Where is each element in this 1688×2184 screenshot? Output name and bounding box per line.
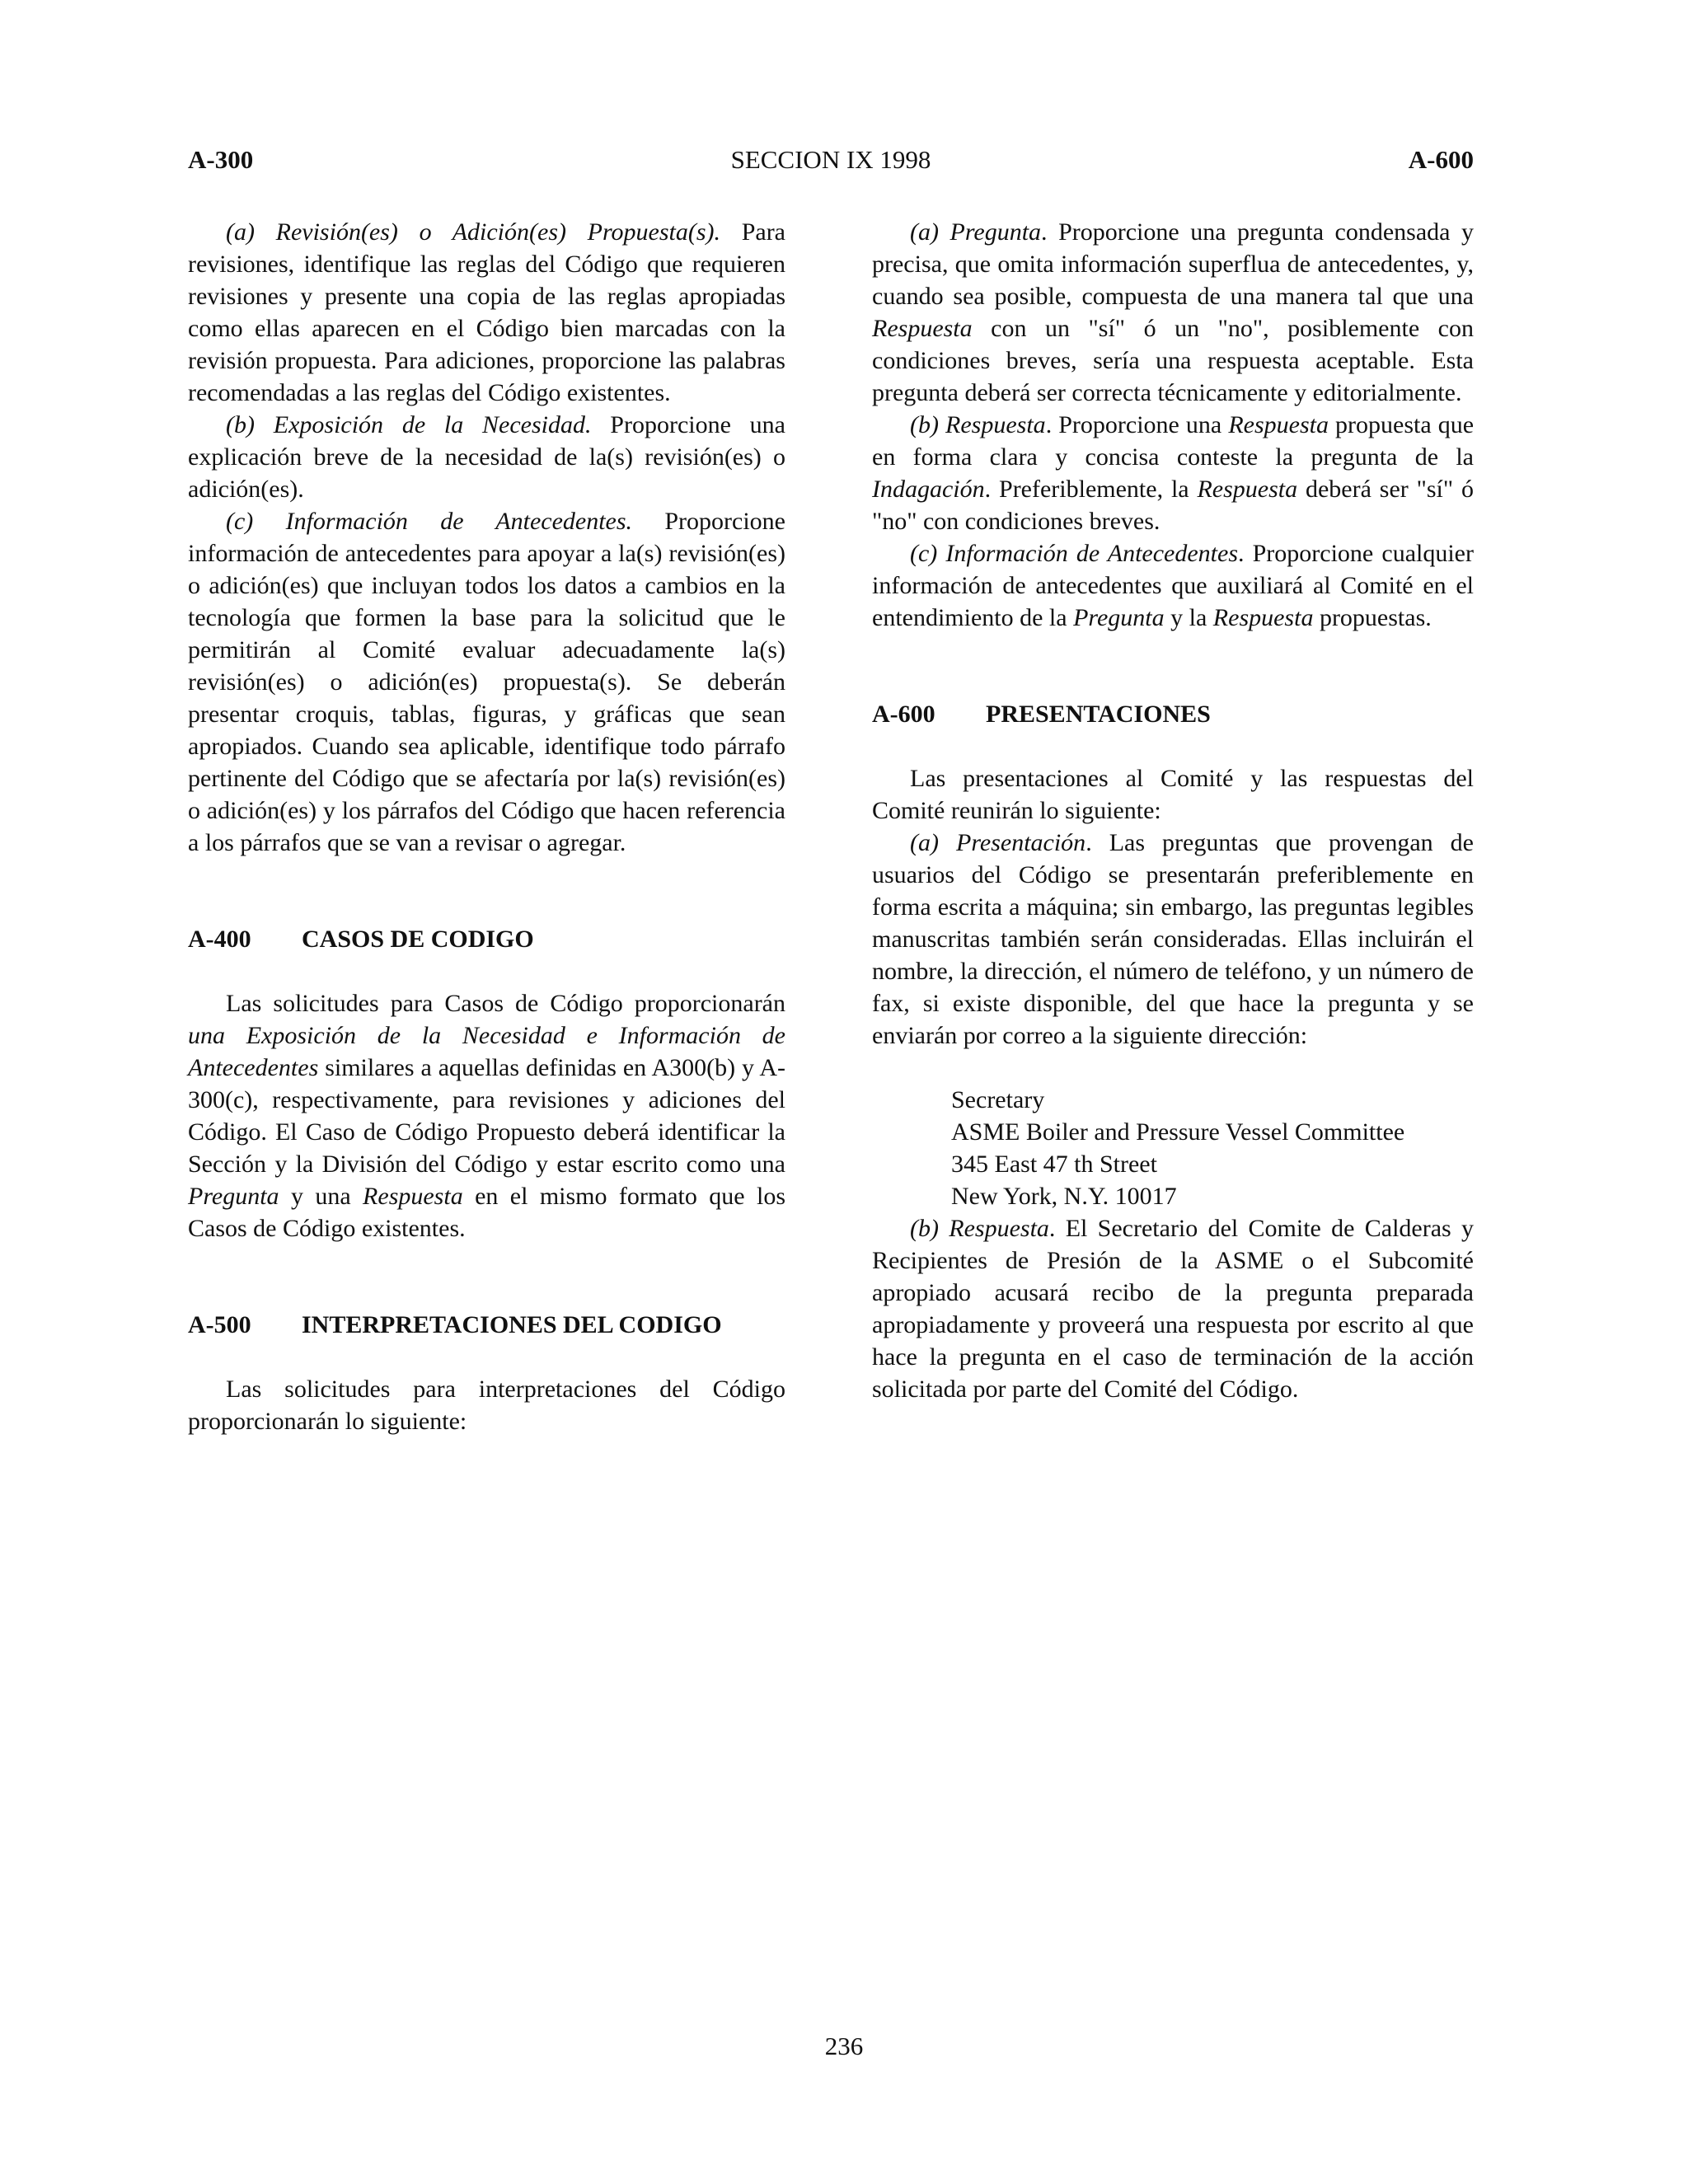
a600a-text: . Las preguntas que provengan de usuarios del Código se presentarán preferiblemente en forma escrita a máquina; sin embargo, las preguntas legibles manuscritas también serán consideradas. Ellas incluirán el nombre, la dirección, el número de teléfono, y un número de fax, si existe disponible, del que hace la pregunta y se enviarán por correo a la siguiente dirección: [872,829,1474,1049]
a300c-title: (c) Información de Antecedentes. [226,508,633,535]
a600-number: A-600 [872,701,935,728]
header-section-end: A-600 [1408,145,1474,174]
a300b-text: Proporcione una explicación breve de la necesidad de la(s) revisión(es) o adición(es). [188,411,785,503]
a500c-emphasis-1: Pregunta [1073,604,1165,631]
paragraph-a600a [872,827,1474,1052]
a300b-title: (b) Exposición de la Necesidad. [226,411,592,438]
paragraph-a500b [872,409,1474,537]
a500b-text-1: . Proporcione una [1045,411,1229,438]
a400-emphasis-3: Respuesta [363,1183,463,1210]
paragraph-a300b [188,409,785,505]
paragraph-a300a [188,216,785,409]
header-section-start: A-300 [188,145,254,174]
a500c-text-2: y la [1164,604,1213,631]
a500b-emphasis-1: Respuesta [1228,411,1329,438]
a600a-title: (a) Presentación [910,829,1086,856]
a500a-emphasis: Respuesta [872,315,973,342]
a300a-title: (a) Revisión(es) o Adición(es) Propuesta(s). [226,218,721,246]
a400-emphasis-1: una Exposición de la Necesidad e Información de Antecedentes [188,1022,785,1081]
a500c-text-1: . Proporcione cualquier información de antecedentes que auxiliará al Comité en el entendimiento de la [872,540,1474,631]
paragraph-a500a [872,216,1474,409]
a500c-emphasis-2: Respuesta [1212,604,1314,631]
a500b-emphasis-2: Indagación [872,476,985,503]
address-line: 345 East 47 th Street [951,1151,1157,1178]
a400-emphasis-2: Pregunta [188,1183,279,1210]
a500b-text-3: . Preferiblemente, la [984,476,1198,503]
paragraph-a600-intro: Las presentaciones al Comité y las respuestas del Comité reunirán lo siguiente: [872,765,1474,824]
a600-title: PRESENTACIONES [986,701,1211,728]
right-column [872,216,1474,1405]
a400-title: CASOS DE CODIGO [302,926,534,953]
running-header [188,145,1474,175]
a300a-text: Para revisiones, identifique las reglas del Código que requieren revisiones y presente una copia de las reglas apropiadas como ellas aparecen en el Código bien marcadas con la revisión propuesta. Para adiciones, proporcione las palabras recomendadas a las reglas del Código existentes. [188,218,786,406]
a500b-text-4: deberá ser "sí" ó "no" con condiciones breves. [872,476,1474,535]
a600b-text: . El Secretario del Comite de Calderas y Recipientes de Presión de la ASME o el Subcomité apropiado acusará recibo de la pregunta preparada apropiadamente y proveerá una respuesta por escrito al que hace la pregunta en el caso de terminación de la acción solicitada por parte del Comité del Código. [872,1215,1474,1403]
heading-a500 [188,1309,785,1341]
a500a-text-2: con un "sí" ó un "no", posiblemente con condiciones breves, sería una respuesta aceptable. Esta pregunta deberá ser correcta técnicamente y editorialmente. [872,315,1474,406]
a400-number: A-400 [188,926,251,953]
a500b-emphasis-3: Respuesta [1197,476,1298,503]
a500c-text-3: propuestas. [1313,604,1432,631]
a400-text-1: Las solicitudes para Casos de Código proporcionarán [226,990,785,1017]
address-line: Secretary [951,1086,1045,1113]
paragraph-a500c [872,537,1474,634]
paragraph-a500: Las solicitudes para interpretaciones del Código proporcionarán lo siguiente: [188,1376,785,1435]
a400-text-4: en el mismo formato que los Casos de Código existentes. [188,1183,785,1242]
a500b-title: (b) Respuesta [910,411,1046,438]
header-title: SECCION IX 1998 [730,145,931,174]
a500b-text-2: propuesta que en forma clara y concisa conteste la pregunta de la [872,411,1475,471]
a500c-title: (c) Información de Antecedentes [910,540,1238,567]
a600b-title: (b) Respuesta [910,1215,1049,1242]
left-column [188,216,785,1437]
paragraph-a600b [872,1212,1474,1405]
mailing-address [872,1084,1474,1212]
heading-a600 [872,698,1474,730]
a500a-title: (a) Pregunta [910,218,1042,246]
page-number: 236 [824,2032,864,2060]
a300c-text: Proporcione información de antecedentes para apoyar a la(s) revisión(es) o adición(es) que incluyan todos los datos a cambios en la tecnología que formen la base para la solicitud que le permitirán al Comité evaluar adecuadamente la(s) revisión(es) o adición(es) propuesta(s). Se deberán presentar croquis, tablas, figuras, y gráficas que sean apropiados. Cuando sea aplicable, identifique todo párrafo pertinente del Código que se afectaría por la(s) revisión(es) o adición(es) y los párrafos del Código que hacen referencia a los párrafos que se van a revisar o agregar. [188,508,785,856]
a500-number: A-500 [188,1311,251,1338]
a500-title: INTERPRETACIONES DEL CODIGO [302,1311,722,1338]
a400-text-2: similares a aquellas definidas en A300(b) y A-300(c), respectivamente, para revisiones y adiciones del Código. El Caso de Código Propuesto deberá identificar la Sección y la División del Código y estar escrito como una [188,1054,785,1178]
heading-a400 [188,923,785,955]
address-line: New York, N.Y. 10017 [951,1183,1177,1210]
paragraph-a300c [188,505,785,859]
a500a-text-1: . Proporcione una pregunta condensada y precisa, que omita información superflua de antecedentes, y, cuando sea posible, compuesta de una manera tal que una [872,218,1474,310]
a400-text-3: y una [279,1183,363,1210]
address-line: ASME Boiler and Pressure Vessel Committee [951,1118,1405,1146]
paragraph-a400 [188,987,785,1244]
